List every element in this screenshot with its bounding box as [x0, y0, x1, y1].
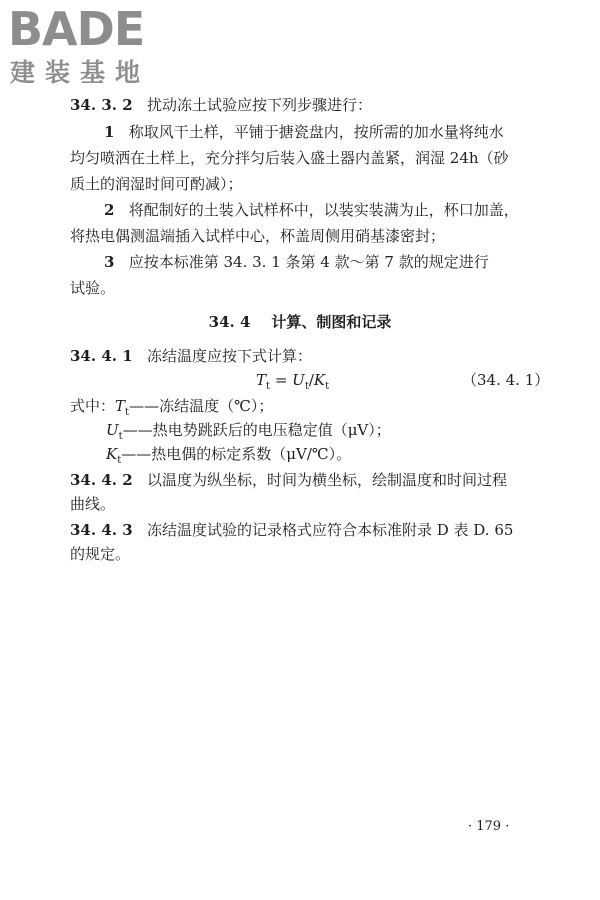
item-2-line-1: [104, 200, 519, 220]
clause-text: 扰动冻土试验应按下列步骤进行：: [146, 96, 372, 114]
clause-text: 冻结温度试验的记录格式应符合本标准附录 D 表 D. 65: [146, 521, 514, 539]
definition: ——热电势跳跃后的电压稳定值（μV）；: [122, 421, 391, 439]
clause-number: 34. 3. 2: [70, 96, 133, 114]
item-2-line-2: 将热电偶测温端插入试样中心，杯盖周侧用硝基漆密封；: [70, 227, 446, 245]
item-text: 称取风干土样，平铺于搪瓷盘内，按所需的加水量将纯水: [128, 123, 504, 141]
symbol-subscript: t: [125, 407, 130, 418]
item-1-line-2: 均匀喷洒在土样上，充分拌匀后装入盛土器内盖紧，润湿 24h（砂: [70, 149, 509, 167]
clause-number: 34. 4. 1: [70, 347, 133, 365]
formula-number: （34. 4. 1）: [462, 371, 550, 389]
clause-34-4-3-line-1: [70, 520, 513, 540]
clause-34-4-2-line-1: [70, 470, 507, 490]
bade-logo: [8, 4, 178, 90]
clause-text: 冻结温度应按下式计算：: [146, 347, 312, 365]
definition-line-ut: [106, 420, 391, 447]
clause-number: 34. 4. 2: [70, 471, 133, 489]
definition-line-kt: [106, 444, 351, 471]
symbol: K: [106, 445, 118, 463]
item-3-line-1: [104, 252, 489, 272]
logo-wordmark: BADE: [8, 2, 145, 56]
where-label: 式中：: [70, 397, 116, 415]
symbol-subscript: t: [117, 455, 122, 466]
formula: $T_t = U_t/K_t$: [256, 371, 330, 392]
item-text: 应按本标准第 34. 3. 1 条第 4 款～第 7 款的规定进行: [128, 253, 489, 271]
section-heading-34-4: [0, 312, 600, 332]
clause-34-4-3-line-2: 的规定。: [70, 545, 131, 563]
definition: ——热电偶的标定系数（μV/℃）。: [121, 445, 352, 463]
clause-34-3-2-heading: [70, 95, 372, 115]
where-line: [70, 396, 273, 423]
item-1-line-1: [104, 122, 504, 142]
section-number: 34. 4: [208, 313, 251, 331]
logo-subtitle: 建装基地: [10, 58, 151, 87]
clause-34-4-1-heading: [70, 346, 312, 366]
item-text: 将配制好的土装入试样杯中，以装实装满为止，杯口加盖，: [128, 201, 519, 219]
symbol-subscript: t: [118, 431, 123, 442]
item-number: 3: [104, 253, 115, 271]
clause-number: 34. 4. 3: [70, 521, 133, 539]
clause-text: 以温度为纵坐标，时间为横坐标，绘制温度和时间过程: [146, 471, 507, 489]
item-number: 1: [104, 123, 115, 141]
definition: ——冻结温度（℃）；: [129, 397, 274, 415]
item-1-line-3: 质土的润湿时间可酌减）；: [70, 175, 243, 193]
clause-34-4-2-line-2: 曲线。: [70, 495, 116, 513]
item-number: 2: [104, 201, 115, 219]
symbol: T: [115, 397, 126, 415]
symbol: U: [106, 421, 119, 439]
page-number: · 179 ·: [468, 819, 510, 834]
item-3-line-2: 试验。: [70, 279, 116, 297]
section-title: 计算、制图和记录: [271, 313, 392, 331]
